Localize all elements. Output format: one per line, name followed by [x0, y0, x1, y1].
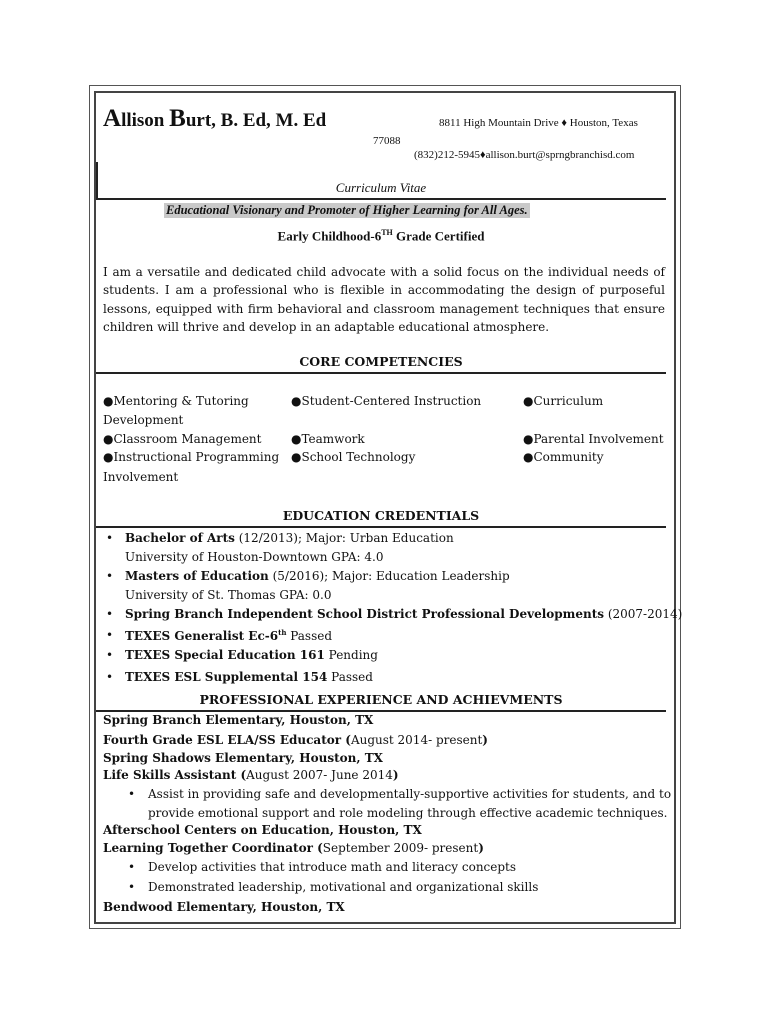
- job-duty: Demonstrated leadership, motivational and organizational skills: [148, 880, 539, 894]
- bullet-marker: •: [106, 569, 114, 583]
- education-item: Spring Branch Independent School District Professional Developments (2007-2014): [125, 607, 683, 621]
- education-institution: University of St. Thomas GPA: 0.0: [125, 588, 332, 602]
- job-duty: Assist in providing safe and developmentally-supportive activities for students, and to: [148, 787, 672, 801]
- bullet-marker: •: [128, 860, 136, 874]
- candidate-name: Allison Burt, B. Ed, M. Ed: [103, 105, 327, 132]
- competency-item: ●Instructional Programming: [103, 450, 280, 464]
- competency-item: ●Parental Involvement: [523, 432, 664, 446]
- employer-name: Afterschool Centers on Education, Houston, TX: [103, 823, 422, 837]
- employer-name: Spring Shadows Elementary, Houston, TX: [103, 751, 383, 765]
- bullet-marker: •: [128, 880, 136, 894]
- education-item: TEXES ESL Supplemental 154 Passed: [125, 670, 373, 684]
- certification-line: Early Childhood-6TH Grade Certified: [277, 228, 485, 244]
- competency-item: Involvement: [103, 470, 179, 484]
- experience-divider: [96, 710, 666, 712]
- competency-item: ●Community: [523, 450, 604, 464]
- competency-item: ●Curriculum: [523, 394, 604, 408]
- tagline: Educational Visionary and Promoter of Higher Learning for All Ages.: [166, 203, 528, 217]
- competency-item: ●Classroom Management: [103, 432, 262, 446]
- bullet-marker: •: [106, 531, 114, 545]
- education-item: TEXES Special Education 161 Pending: [125, 648, 378, 662]
- competencies-divider: [96, 372, 666, 374]
- bullet-marker: •: [128, 787, 136, 801]
- job-duty-continued: provide emotional support and role modeling through effective academic techniques.: [148, 806, 668, 820]
- competency-item: ●Mentoring & Tutoring: [103, 394, 249, 408]
- job-title: Life Skills Assistant (August 2007- June 2014): [103, 768, 399, 782]
- competency-item: Development: [103, 413, 184, 427]
- education-item: TEXES Generalist Ec-6th Passed: [125, 628, 333, 643]
- bullet-marker: •: [106, 607, 114, 621]
- experience-heading: PROFESSIONAL EXPERIENCE AND ACHIEVMENTS: [199, 692, 563, 707]
- professional-summary: I am a versatile and dedicated child advocate with a solid focus on the individual needs of students. I am a professional who is flexible in accommodating the design of purposeful lessons, equipped with firm behavioral and classroom management techniques that ensure children will thrive and develop in an adaptable educational atmosphere.: [103, 265, 665, 334]
- bullet-marker: •: [106, 628, 114, 642]
- competency-item: ●Teamwork: [291, 432, 365, 446]
- zip-code: 77088: [373, 135, 401, 147]
- education-item: Bachelor of Arts (12/2013); Major: Urban Education: [125, 531, 454, 545]
- bullet-marker: •: [106, 670, 114, 684]
- contact-line: (832)212-5945♦allison.burt@sprngbranchisd.com: [414, 149, 635, 161]
- job-title: Fourth Grade ESL ELA/SS Educator (August 2014- present): [103, 733, 488, 747]
- competency-item: ●Student-Centered Instruction: [291, 394, 482, 408]
- employer-name: Bendwood Elementary, Houston, TX: [103, 900, 345, 914]
- job-title: Learning Together Coordinator (September 2009- present): [103, 841, 484, 855]
- competency-item: ●School Technology: [291, 450, 416, 464]
- employer-name: Spring Branch Elementary, Houston, TX: [103, 713, 374, 727]
- competencies-heading: CORE COMPETENCIES: [299, 354, 463, 369]
- bullet-marker: •: [106, 648, 114, 662]
- cv-label: Curriculum Vitae: [335, 180, 427, 195]
- education-heading: EDUCATION CREDENTIALS: [282, 508, 480, 523]
- education-item: Masters of Education (5/2016); Major: Education Leadership: [125, 569, 510, 583]
- job-duty: Develop activities that introduce math and literacy concepts: [148, 860, 517, 874]
- education-institution: University of Houston-Downtown GPA: 4.0: [125, 550, 384, 564]
- address-line: 8811 High Mountain Drive ♦ Houston, Texas: [439, 117, 638, 129]
- header-divider: [96, 198, 666, 200]
- education-divider: [96, 526, 666, 528]
